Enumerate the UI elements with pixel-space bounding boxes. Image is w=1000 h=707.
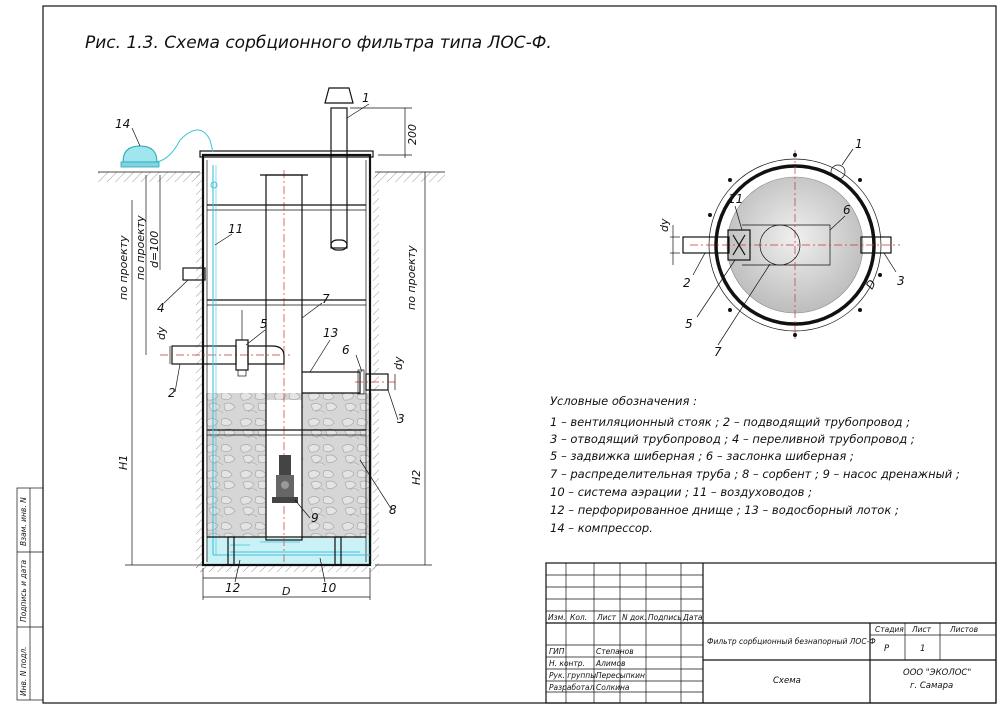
stamp-stage-value: Р <box>884 644 890 654</box>
legend-heading: Условные обозначения : <box>550 394 697 408</box>
stamp-role-1: ГИП <box>549 647 565 656</box>
legend-line-4: 7 – распределительная труба ; 8 – сорбент ; 9 – насос дренажный ; <box>550 467 960 481</box>
stamp-org-1: ООО "ЭКОЛОС" <box>903 668 972 678</box>
label-5: 5 <box>260 317 268 331</box>
stamp-h-data: Дата <box>683 613 703 622</box>
plan-label-1: 1 <box>855 137 863 151</box>
collection-trough <box>302 372 360 393</box>
stamp-doc-title: Фильтр сорбционный безнапорный ЛОС-Ф <box>707 637 876 646</box>
label-13: 13 <box>323 326 339 340</box>
compressor <box>123 146 157 162</box>
label-7: 7 <box>322 292 330 306</box>
dim-text-po-proektu-1: по проекту <box>117 235 130 300</box>
title-block <box>546 563 996 703</box>
legend <box>550 394 960 535</box>
plan-view <box>658 137 905 359</box>
dim-text-po-proektu-2: по проекту <box>134 215 147 280</box>
ground-left <box>98 172 200 182</box>
legend-line-1: 1 – вентиляционный стояк ; 2 – подводящий трубопровод ; <box>550 415 910 429</box>
side-stamp-sign: Подпись и дата <box>19 559 28 622</box>
stamp-name-1: Степанов <box>596 647 634 656</box>
side-stamp <box>17 488 43 700</box>
legend-line-5: 10 – система аэрации ; 11 – воздуховодов ; <box>550 485 812 499</box>
vent-riser <box>331 108 347 248</box>
stamp-name-2: Алимов <box>596 659 626 668</box>
section-view <box>98 88 445 600</box>
legend-line-3: 5 – задвижка шиберная ; 6 – заслонка шиберная ; <box>550 449 854 463</box>
legend-line-2: 3 – отводящий трубопровод ; 4 – переливной трубопровод ; <box>550 432 915 446</box>
figure-title: Рис. 1.3. Схема сорбционного фильтра типа ЛОС-Ф. <box>85 33 552 53</box>
stamp-role-2: Н. контр. <box>549 659 585 668</box>
plan-label-3: 3 <box>897 274 905 288</box>
dim-text-po-proektu-right: по проекту <box>405 245 418 310</box>
stamp-h-podpis: Подпись <box>648 613 682 622</box>
plan-label-7: 7 <box>714 345 722 359</box>
label-1: 1 <box>362 91 370 105</box>
plan-label-5: 5 <box>685 317 693 331</box>
dim-text-h1: H1 <box>117 454 130 470</box>
label-4: 4 <box>157 301 165 315</box>
dim-text-h2: H2 <box>410 469 423 485</box>
stamp-sheet-value: 1 <box>920 644 926 654</box>
label-12: 12 <box>225 581 241 595</box>
stamp-name-3: Пересыпкин <box>596 671 645 680</box>
label-2: 2 <box>168 386 176 400</box>
plan-label-11: 11 <box>728 192 744 206</box>
dim-text-d100: d=100 <box>148 230 161 268</box>
legend-line-7: 14 – компрессор. <box>550 521 653 535</box>
dim-text-dy-left: dy <box>155 326 168 340</box>
label-14: 14 <box>115 117 131 131</box>
side-stamp-inv: Инв. N подл. <box>19 646 28 696</box>
plan-label-dy: dy <box>658 218 671 232</box>
stamp-sheet-header: Лист <box>912 625 932 634</box>
stamp-sheets-header: Листов <box>950 625 979 634</box>
stamp-stage-header: Стадия <box>875 625 904 634</box>
sheet-frame <box>43 6 996 703</box>
stamp-h-kol: Кол. <box>570 613 588 622</box>
label-9: 9 <box>311 511 319 525</box>
plan-label-2: 2 <box>683 276 691 290</box>
stamp-h-izm: Изм. <box>548 613 566 622</box>
stamp-org-2: г. Самара <box>910 681 954 691</box>
dim-text-200: 200 <box>406 124 419 145</box>
label-8: 8 <box>389 503 397 517</box>
stamp-drawing-name: Схема <box>773 676 801 686</box>
label-11: 11 <box>228 222 244 236</box>
side-stamp-replace: Взам. инв. N <box>19 497 28 546</box>
label-10: 10 <box>321 581 337 595</box>
plan-sorbent <box>727 177 863 313</box>
dim-text-d: D <box>282 585 291 598</box>
dim-text-dy-right: dy <box>392 356 405 370</box>
ground-right <box>375 172 445 182</box>
stamp-h-list: Лист <box>597 613 617 622</box>
stamp-role-3: Рук. группы <box>549 671 597 680</box>
stamp-role-4: Разработал <box>549 683 595 692</box>
label-3: 3 <box>397 412 405 426</box>
stamp-name-4: Солкина <box>596 683 630 692</box>
legend-line-6: 12 – перфорированное днище ; 13 – водосборный лоток ; <box>550 503 899 517</box>
label-6: 6 <box>342 343 350 357</box>
stamp-h-ndok: N док. <box>622 613 647 622</box>
plan-label-6: 6 <box>843 203 851 217</box>
plan-label-d: D <box>863 277 879 292</box>
vent-cap <box>325 88 353 103</box>
